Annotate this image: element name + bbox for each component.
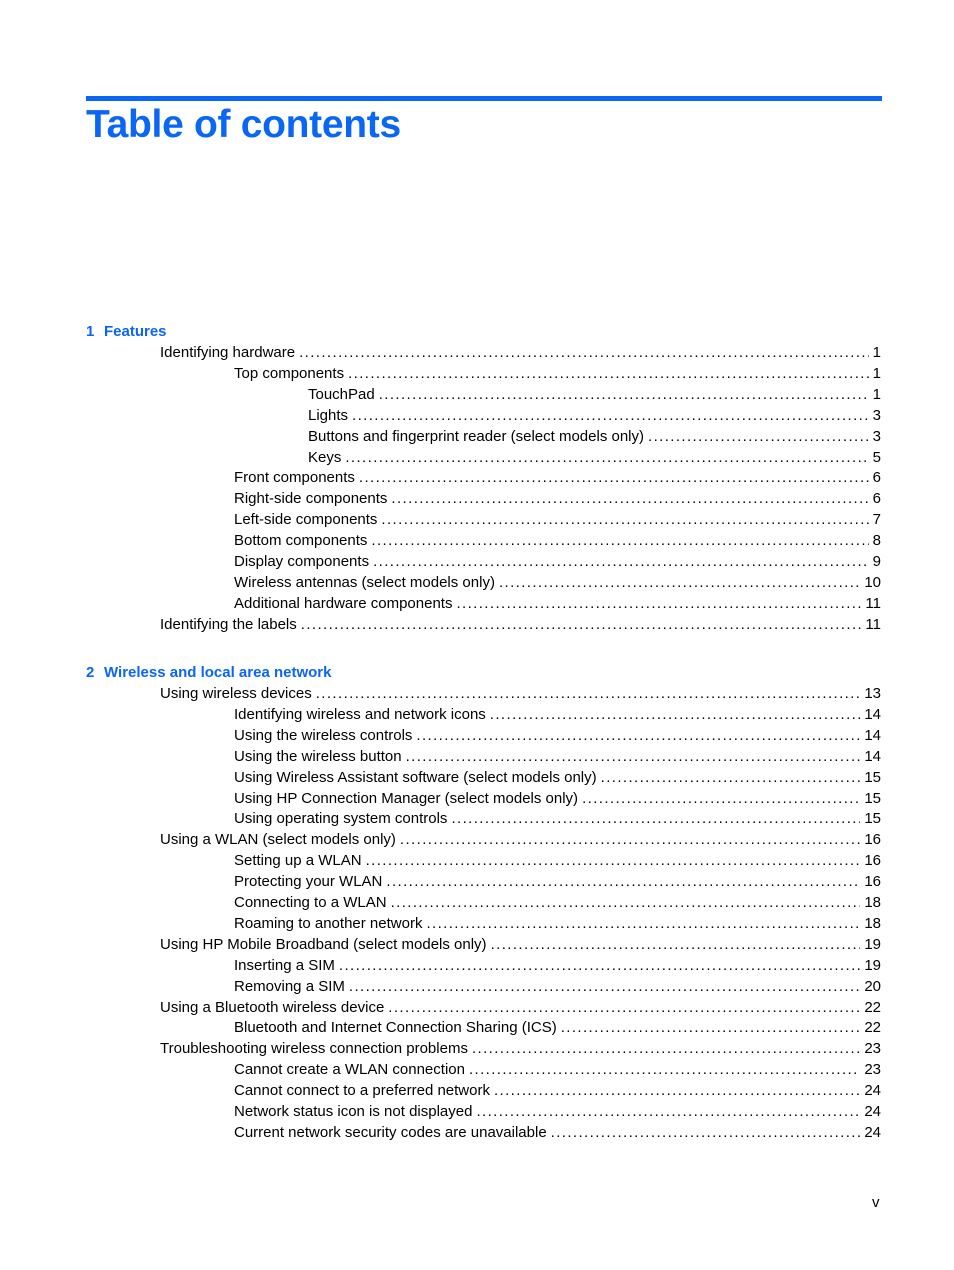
toc-entry-page: 1 [872, 364, 881, 382]
toc-entry-title: Wireless antennas (select models only) [234, 573, 495, 591]
dot-leader [366, 851, 861, 871]
dot-leader [499, 573, 860, 593]
dot-leader [373, 552, 869, 572]
dot-leader [299, 343, 869, 363]
toc-entry[interactable] [234, 893, 881, 913]
dot-leader [371, 531, 868, 551]
toc-entry[interactable] [160, 935, 881, 955]
toc-entry-title: Network status icon is not displayed [234, 1103, 473, 1120]
toc-entry-title: Using the wireless controls [234, 726, 413, 744]
toc-entry[interactable] [234, 977, 881, 997]
dot-leader [406, 747, 861, 767]
toc-entry-title: Identifying hardware [160, 344, 296, 361]
dot-leader [352, 406, 869, 426]
toc-entry-title: Using HP Connection Manager (select models only) [234, 789, 579, 807]
toc-entry-title: Connecting to a WLAN [234, 894, 387, 911]
toc-entry-page: 23 [864, 1061, 881, 1079]
dot-leader [582, 789, 860, 809]
toc-entry-title: Removing a SIM [234, 977, 345, 995]
chapter-heading[interactable] [86, 322, 882, 342]
toc-entry-page: 16 [864, 831, 881, 849]
page-folio: v [872, 1194, 880, 1211]
toc-entry-page: 19 [864, 956, 881, 974]
toc-entry-page: 10 [864, 573, 881, 591]
toc-entry[interactable] [234, 510, 881, 530]
toc-entry-page: 13 [864, 685, 881, 702]
toc-entry-page: 24 [864, 1082, 881, 1100]
toc-entry[interactable] [234, 705, 881, 725]
toc-entry-page: 22 [864, 998, 881, 1016]
toc-entry[interactable] [234, 552, 881, 572]
toc-entry[interactable] [234, 914, 881, 934]
dot-leader [359, 468, 869, 488]
dot-leader [345, 448, 868, 468]
toc-entry-page: 14 [864, 705, 881, 723]
toc-entry[interactable] [160, 1039, 881, 1059]
dot-leader [472, 1039, 860, 1059]
chapter-heading[interactable] [86, 663, 882, 683]
toc-entry-title: Lights [308, 406, 349, 424]
toc-entry-title: Keys [308, 448, 342, 466]
dot-leader [391, 489, 868, 509]
dot-leader [391, 893, 861, 913]
toc-entry[interactable] [234, 468, 881, 488]
toc-entry-title: Using HP Mobile Broadband (select models only) [160, 935, 487, 953]
toc-entry[interactable] [308, 448, 881, 468]
toc-entry-page: 20 [864, 977, 881, 995]
toc-entry[interactable] [308, 385, 881, 405]
toc-entry-page: 1 [872, 385, 881, 403]
toc-entry[interactable] [234, 1123, 881, 1143]
chapter-title: Features [104, 323, 167, 340]
toc-entry-page: 11 [865, 594, 881, 612]
dot-leader [491, 935, 861, 955]
toc-entry-title: Additional hardware components [234, 594, 453, 612]
toc-entry-title: Using a Bluetooth wireless device [160, 998, 385, 1016]
toc-entry-page: 19 [864, 935, 881, 953]
toc-entry-title: Right-side components [234, 490, 388, 508]
dot-leader [476, 1102, 860, 1122]
toc-entry-page: 22 [864, 1019, 881, 1037]
toc-entry-page: 23 [864, 1040, 881, 1058]
toc-entry-page: 5 [872, 448, 881, 466]
toc-entry[interactable] [160, 343, 881, 363]
chapter-number: 2 [86, 664, 95, 681]
toc-entry-page: 16 [864, 873, 881, 891]
toc-entry[interactable] [234, 872, 881, 892]
toc-entry[interactable] [160, 830, 881, 850]
toc-entry[interactable] [234, 1102, 881, 1122]
toc-entry-title: TouchPad [308, 385, 375, 403]
dot-leader [494, 1081, 860, 1101]
toc-entry[interactable] [234, 747, 881, 767]
toc-entry-title: Buttons and fingerprint reader (select models only) [308, 427, 645, 445]
toc-entry-page: 9 [872, 553, 881, 570]
toc-entry-page: 6 [872, 469, 881, 487]
toc-entry-page: 16 [864, 852, 881, 870]
toc-entry[interactable] [234, 1018, 881, 1038]
dot-leader [301, 615, 862, 635]
toc-entry-page: 15 [864, 789, 881, 807]
dot-leader [348, 364, 869, 384]
chapter-title: Wireless and local area network [104, 664, 332, 681]
chapter-number: 1 [86, 323, 95, 340]
dot-leader [601, 768, 861, 788]
toc-entry-title: Using the wireless button [234, 747, 402, 765]
toc-entry[interactable] [160, 998, 881, 1018]
toc-entry-title: Identifying wireless and network icons [234, 705, 486, 723]
toc-entry-title: Inserting a SIM [234, 956, 335, 974]
toc-entry[interactable] [234, 1081, 881, 1101]
toc-entry-title: Display components [234, 553, 370, 570]
toc-entry[interactable] [160, 684, 881, 704]
toc-entry-page: 14 [864, 726, 881, 744]
toc-entry-page: 11 [865, 615, 881, 633]
toc-entry[interactable] [308, 427, 881, 447]
dot-leader [349, 977, 860, 997]
toc-entry-title: Protecting your WLAN [234, 873, 383, 891]
toc-entry-page: 14 [864, 747, 881, 765]
toc-entry-page: 7 [872, 511, 881, 529]
toc-entry-title: Front components [234, 469, 355, 487]
dot-leader [456, 594, 861, 614]
toc-entry-title: Troubleshooting wireless connection problems [160, 1040, 468, 1058]
dot-leader [551, 1123, 861, 1143]
toc-entry[interactable] [234, 809, 881, 829]
toc-entry-title: Setting up a WLAN [234, 852, 362, 870]
toc-entry-page: 18 [864, 894, 881, 911]
toc-entry-page: 3 [872, 406, 881, 424]
dot-leader [400, 830, 860, 850]
toc-entry-page: 18 [864, 914, 881, 932]
toc-entry[interactable] [308, 406, 881, 426]
dot-leader [469, 1060, 860, 1080]
toc-entry-page: 15 [864, 768, 881, 786]
toc-entry[interactable] [234, 1060, 881, 1080]
dot-leader [648, 427, 869, 447]
toc-entry[interactable] [234, 768, 881, 788]
toc-entry-title: Using a WLAN (select models only) [160, 831, 396, 849]
dot-leader [339, 956, 860, 976]
toc-entry-title: Identifying the labels [160, 615, 297, 633]
toc-entry-page: 24 [864, 1103, 881, 1120]
toc-entry-title: Bottom components [234, 532, 368, 550]
toc-entry[interactable] [234, 789, 881, 809]
toc-entry-page: 8 [872, 532, 881, 550]
toc-entry[interactable] [234, 489, 881, 509]
toc-entry[interactable] [234, 531, 881, 551]
toc-entry[interactable] [160, 615, 881, 635]
dot-leader [381, 510, 868, 530]
toc-entry[interactable] [234, 594, 881, 614]
toc-entry-title: Using Wireless Assistant software (select models only) [234, 768, 597, 786]
toc-entry-page: 24 [864, 1123, 881, 1141]
dot-leader [561, 1018, 861, 1038]
toc-entry-title: Roaming to another network [234, 914, 423, 932]
dot-leader [316, 684, 861, 704]
toc-entry[interactable] [234, 364, 881, 384]
toc-entry-title: Using wireless devices [160, 685, 312, 702]
toc-entry-title: Cannot create a WLAN connection [234, 1061, 465, 1079]
toc-entry[interactable] [234, 573, 881, 593]
toc-entry-title: Current network security codes are unavailable [234, 1123, 547, 1141]
toc-entry-page: 1 [872, 344, 881, 361]
dot-leader [426, 914, 860, 934]
toc-entry[interactable] [234, 851, 881, 871]
dot-leader [379, 385, 869, 405]
page-title: Table of contents [86, 103, 401, 146]
toc-entry-title: Top components [234, 364, 345, 382]
toc-entry-page: 3 [872, 427, 881, 445]
dot-leader [490, 705, 861, 725]
dot-leader [388, 998, 860, 1018]
dot-leader [416, 726, 860, 746]
toc-entry-title: Using operating system controls [234, 810, 448, 828]
dot-leader [386, 872, 860, 892]
toc-entry-page: 15 [864, 810, 881, 828]
toc-entry[interactable] [234, 956, 881, 976]
dot-leader [451, 809, 860, 829]
toc-entry-title: Left-side components [234, 511, 378, 529]
toc-entry-page: 6 [872, 490, 881, 508]
toc-entry-title: Cannot connect to a preferred network [234, 1082, 490, 1100]
toc-entry[interactable] [234, 726, 881, 746]
toc-entry-title: Bluetooth and Internet Connection Sharing (ICS) [234, 1019, 557, 1037]
